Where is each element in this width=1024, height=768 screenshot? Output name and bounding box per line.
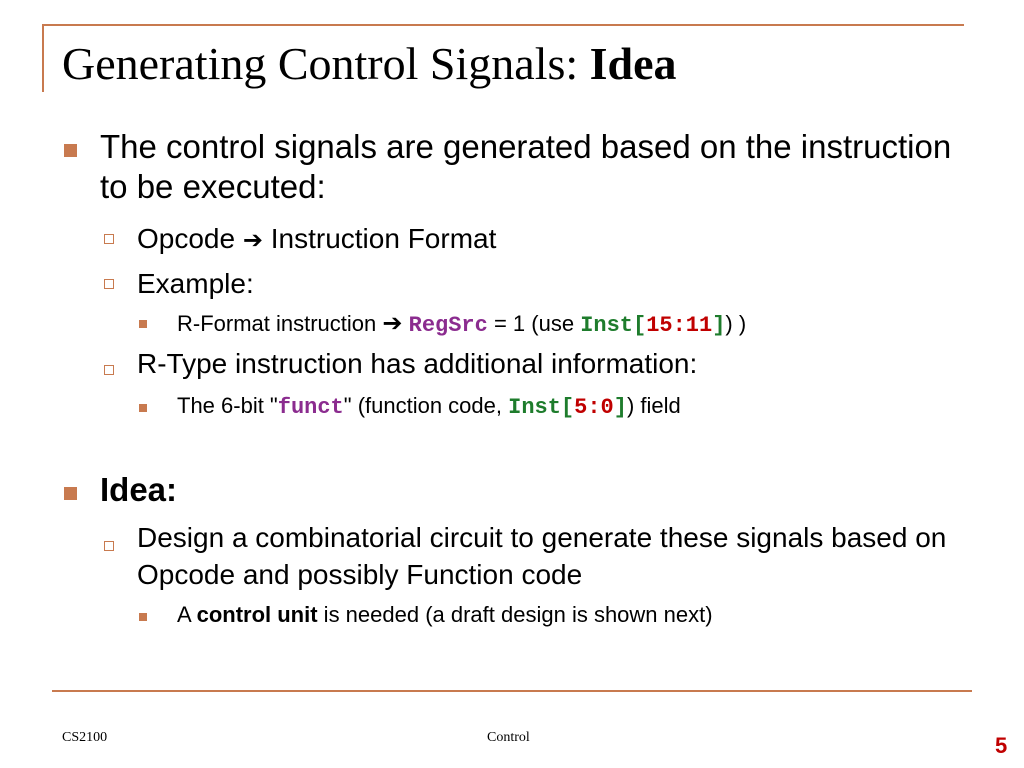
bullet-1-2: Example: (137, 268, 254, 299)
inst-code: Inst[ (580, 313, 647, 338)
inst-close: ] (712, 313, 726, 338)
footer-course: CS2100 (62, 730, 108, 745)
bullet-2: Idea: (100, 471, 178, 508)
bullet-square-icon (64, 487, 77, 500)
funct-middle: " (function code, (343, 393, 509, 418)
bullet-2-1: Design a combinatorial circuit to generate these signals based on Opcode and possibly Function code (137, 522, 947, 590)
bullet-1-3-1 (177, 392, 977, 422)
slide-title-bold: Idea (589, 38, 677, 89)
bullet-small-square-icon (139, 320, 147, 328)
bullet-1: The control signals are generated based on the instruction to be executed: (100, 128, 952, 205)
right-arrow-icon: ➔ (382, 310, 403, 337)
page-number: 5 (995, 733, 1008, 758)
funct-end: ) field (626, 393, 681, 418)
funct-prefix: The 6-bit " (177, 393, 278, 418)
rformat-text: R-Format instruction (177, 311, 383, 336)
instruction-format-text: Instruction Format (262, 223, 497, 254)
bullet-hollow-square-icon (104, 234, 114, 244)
inst-close: ] (613, 395, 627, 420)
bullet-1-1 (137, 220, 987, 259)
inst-code: Inst[ (508, 395, 575, 420)
title-frame-left (42, 24, 44, 92)
control-unit-prefix: A (177, 602, 197, 627)
control-unit-bold: control unit (196, 602, 318, 627)
bullet-1-3: R-Type instruction has additional information: (137, 348, 698, 379)
bullet-1-2-1 (177, 310, 977, 340)
title-frame-top (42, 24, 964, 26)
bullet-small-square-icon (139, 613, 147, 621)
opcode-text: Opcode (137, 223, 236, 254)
regsrc-value-text: = 1 (use (487, 311, 581, 336)
footer-divider (52, 690, 972, 692)
bullet-small-square-icon (139, 404, 147, 412)
slide-title-main: Generating Control Signals: (62, 38, 590, 89)
footer-topic: Control (487, 730, 530, 745)
control-unit-suffix: is needed (a draft design is shown next) (317, 602, 713, 627)
bullet-hollow-square-icon (104, 279, 114, 289)
bullet-hollow-square-icon (104, 365, 114, 375)
right-arrow-icon: ➔ (242, 227, 263, 254)
inst-range: 15:11 (646, 313, 713, 338)
rformat-end: ) ) (725, 311, 747, 336)
regsrc-code: RegSrc (408, 313, 488, 338)
slide-title (62, 38, 677, 91)
bullet-hollow-square-icon (104, 541, 114, 551)
funct-code: funct (277, 395, 344, 420)
bullet-square-icon (64, 144, 77, 157)
inst-range: 5:0 (574, 395, 614, 420)
bullet-2-1-1 (177, 601, 977, 629)
